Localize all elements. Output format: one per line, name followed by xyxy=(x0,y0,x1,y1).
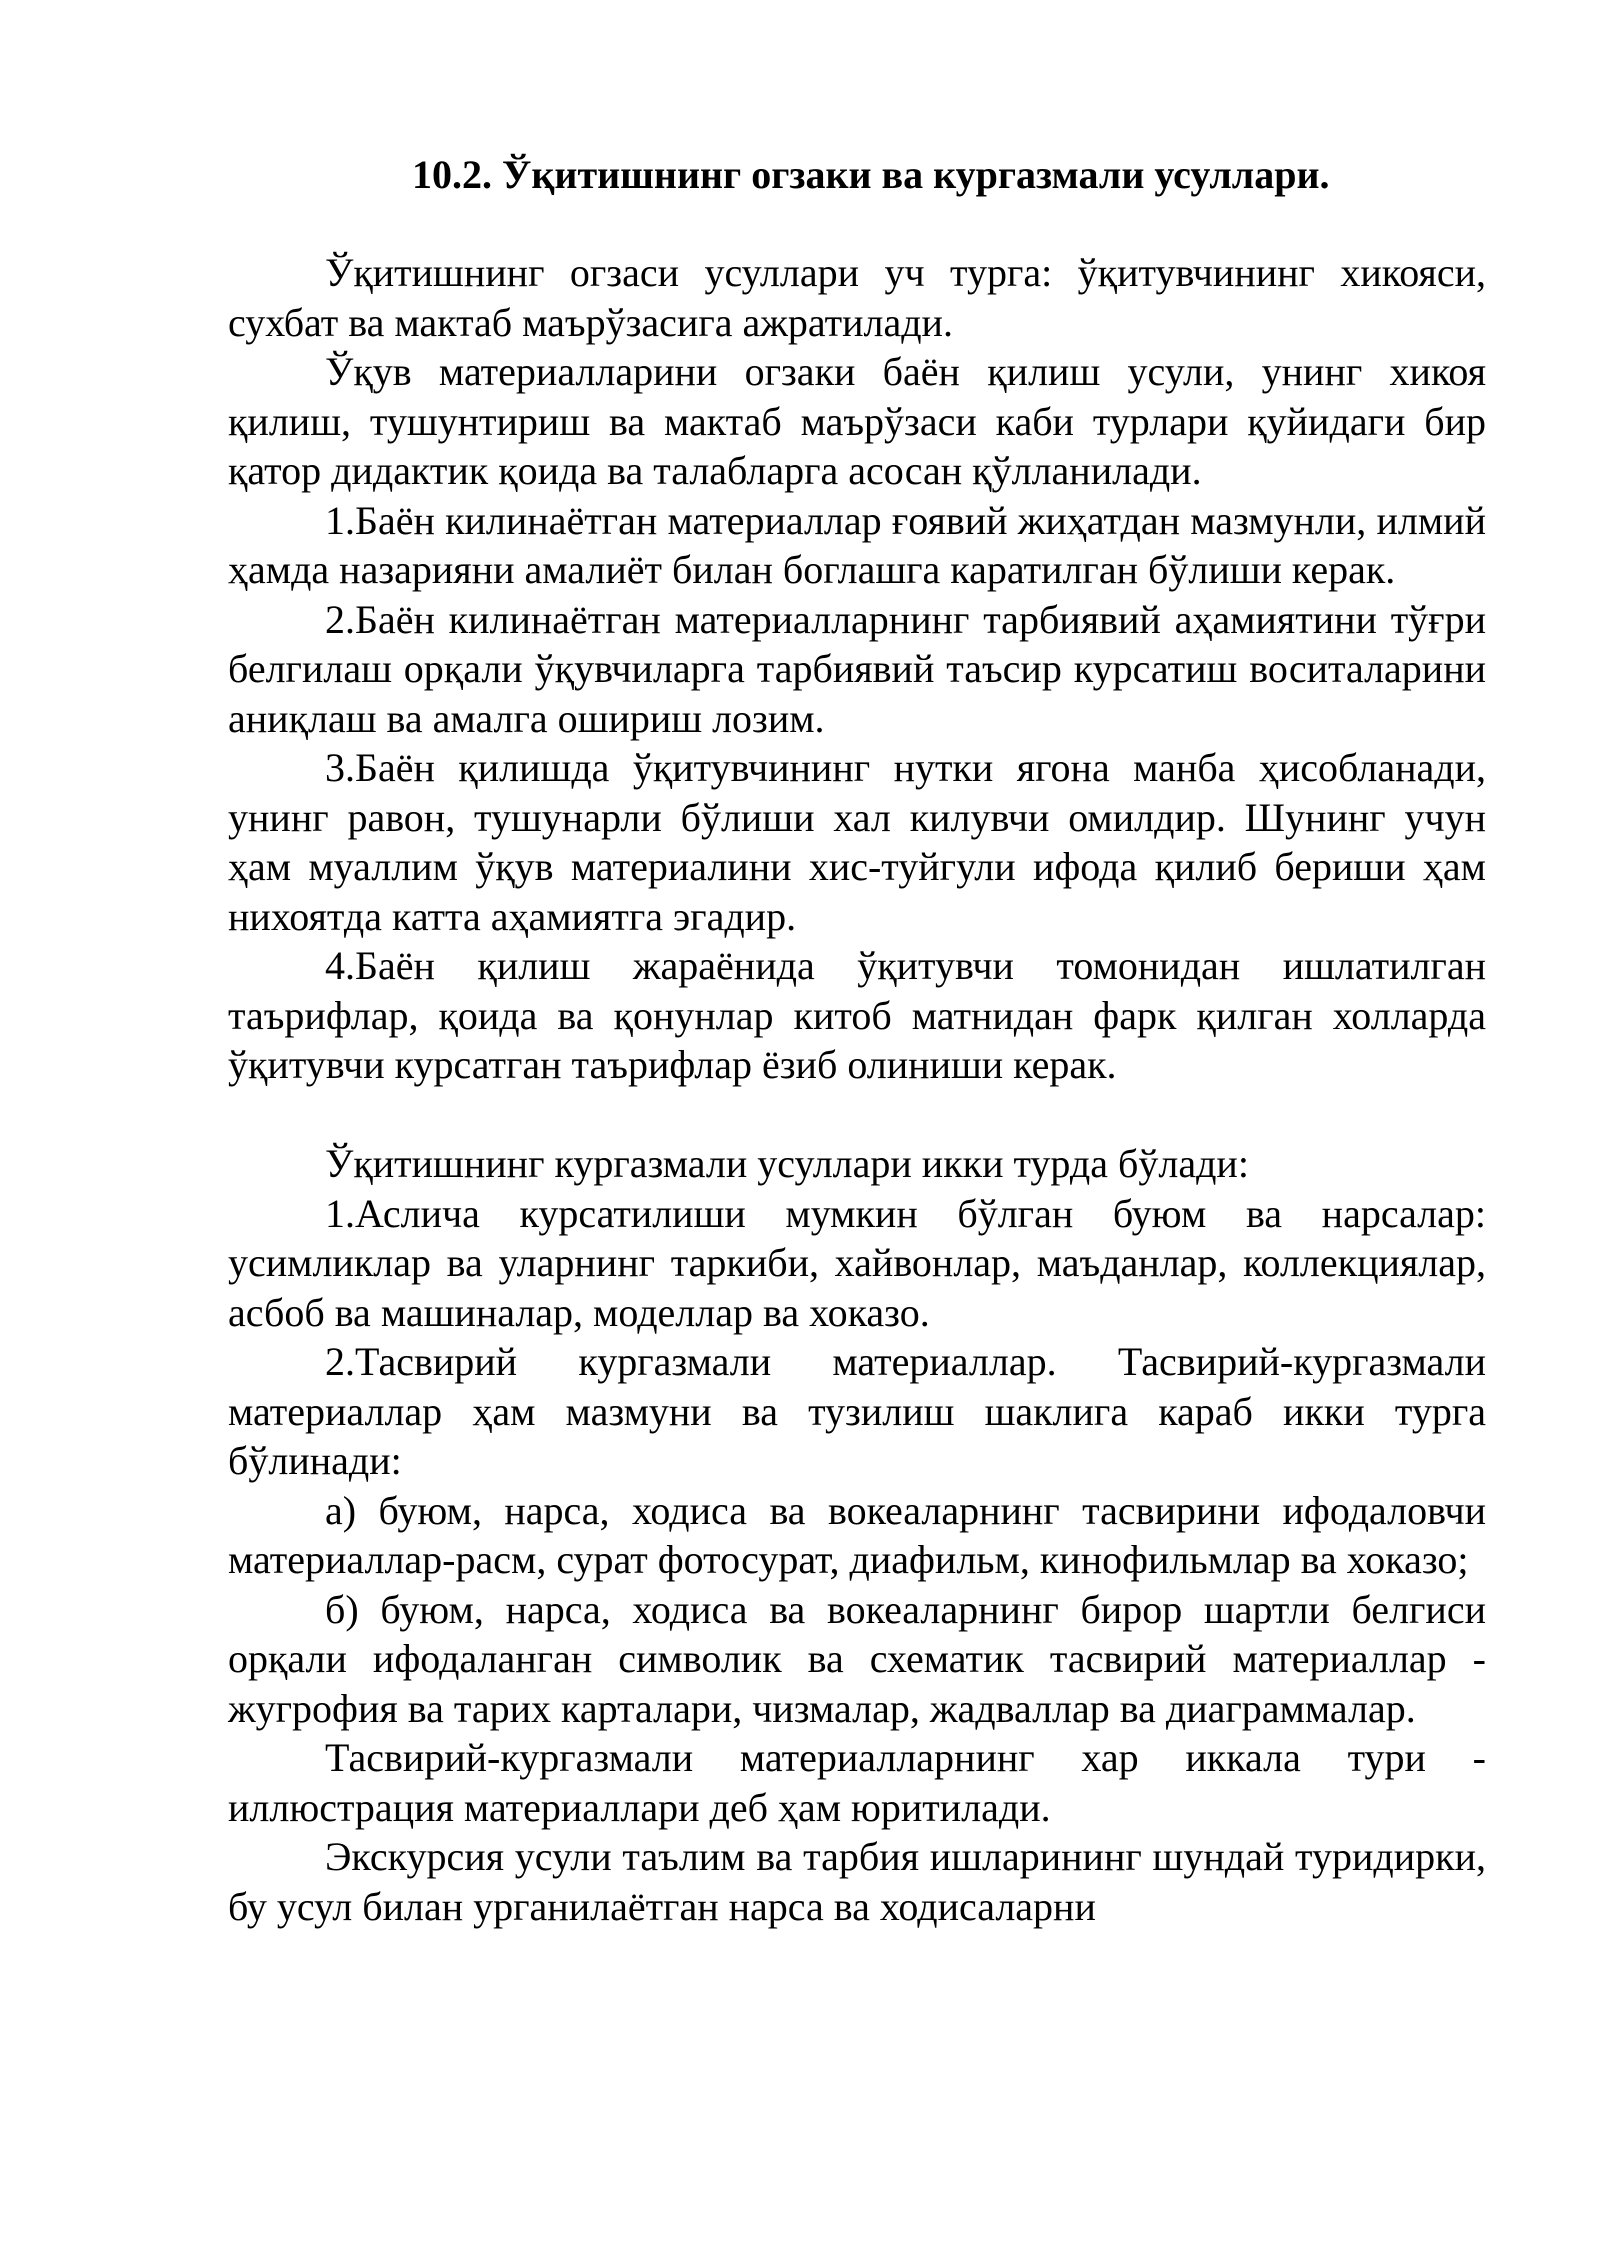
list-item: 1.Баён килинаётган материаллар ғоявий жиҳатдан мазмунли, илмий ҳамда назарияни амалиёт билан боглашга каратилган бўлиши керак. xyxy=(228,497,1486,592)
list-item: б) буюм, нарса, ходиса ва вокеаларнинг бирор шартли белгиси орқали ифодаланган символик ва схематик тасвирий материаллар - жугрофия ва тарих карталари, чизмалар, жадваллар ва диаграммалар. xyxy=(228,1586,1486,1731)
document-page xyxy=(228,150,1486,1931)
list-item: 2.Баён килинаётган материалларнинг тарбиявий аҳамиятини тўғри белгилаш орқали ўқувчиларга тарбиявий таъсир курсатиш воситаларини аниқлаш ва амалга ошириш лозим. xyxy=(228,596,1486,741)
list-item: 3.Баён қилишда ўқитувчининг нутки ягона манба ҳисобланади, унинг равон, тушунарли бўлиши хал килувчи омилдир. Шунинг учун ҳам муаллим ўқув материалини хис-туйгули ифода қилиб бериши ҳам нихоятда катта аҳамиятга эгадир. xyxy=(228,745,1486,939)
paragraph: Ўқитишнинг кургазмали усуллари икки турда бўлади: xyxy=(325,1141,1249,1186)
paragraph: Экскурсия усули таълим ва тарбия ишларининг шундай туридирки, бу усул билан урганилаётган нарса ва ходисаларни xyxy=(228,1834,1486,1929)
list-item: 1.Аслича курсатилиши мумкин бўлган буюм ва нарсалар: усимликлар ва уларнинг таркиби, хайвонлар, маъданлар, коллекциялар, асбоб ва машиналар, моделлар ва хоказо. xyxy=(228,1190,1486,1335)
list-item: 4.Баён қилиш жараёнида ўқитувчи томонидан ишлатилган таърифлар, қоида ва қонунлар китоб матнидан фарк қилган холларда ўқитувчи курсатган таърифлар ёзиб олиниши керак. xyxy=(228,943,1486,1087)
list-item: а) буюм, нарса, ходиса ва вокеаларнинг тасвирини ифодаловчи материаллар-расм, сурат фотосурат, диафильм, кинофильмлар ва хоказо; xyxy=(228,1487,1486,1582)
section-gap xyxy=(228,1090,1486,1140)
paragraph: Ўқитишнинг огзаси усуллари уч турга: ўқитувчининг хикояси, сухбат ва мактаб маърўзасига ажратилади. xyxy=(228,250,1486,345)
paragraph: Тасвирий-кургазмали материалларнинг хар иккала тури - иллюстрация материаллари деб ҳам юритилади. xyxy=(228,1735,1486,1830)
document-title: 10.2. Ўқитишнинг огзаки ва кургазмали усуллари. xyxy=(412,152,1330,197)
paragraph: Ўқув материалларини огзаки баён қилиш усули, унинг хикоя қилиш, тушунтириш ва мактаб маърўзаси каби турлари қуйидаги бир қатор дидактик қоида ва талабларга асосан қўлланилади. xyxy=(228,349,1486,493)
list-item: 2.Тасвирий кургазмали материаллар. Тасвирий-кургазмали материаллар ҳам мазмуни ва тузилиш шаклига караб икки турга бўлинади: xyxy=(228,1339,1486,1483)
